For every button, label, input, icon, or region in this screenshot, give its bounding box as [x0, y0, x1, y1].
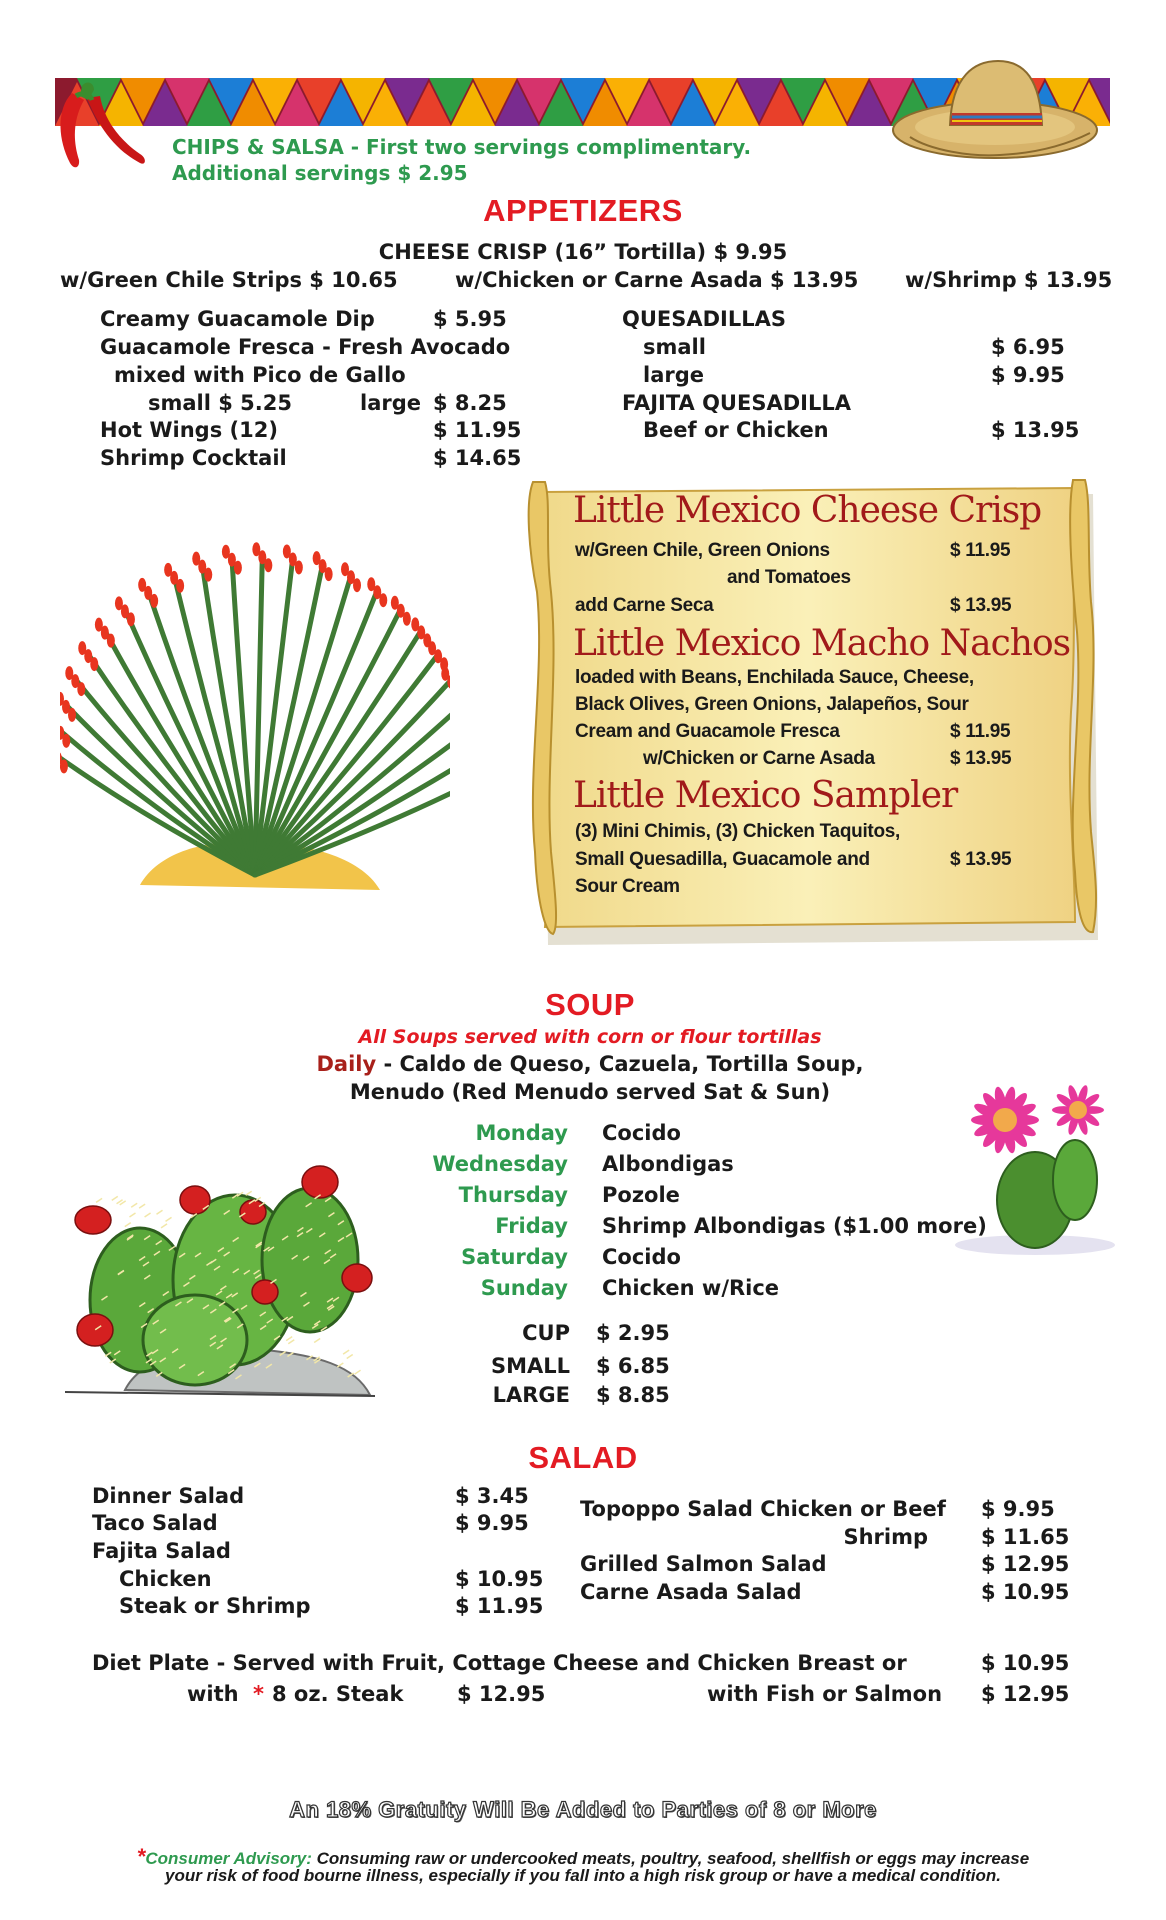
grilled-salmon-salad: Grilled Salmon Salad [580, 1552, 827, 1576]
soup-monday: Cocido [602, 1121, 681, 1145]
daily-text: - Caldo de Queso, Cazuela, Tortilla Soup, [376, 1052, 864, 1076]
soup-wednesday: Albondigas [602, 1152, 734, 1176]
soup-size-small: SMALL [490, 1354, 570, 1378]
soup-friday: Shrimp Albondigas ($1.00 more) [602, 1214, 987, 1238]
guacamole-dip: Creamy Guacamole Dip [100, 307, 375, 331]
guacamole-large-label: large [360, 391, 422, 415]
diet-fish-price: $ 12.95 [981, 1682, 1070, 1706]
shrimp-cocktail: Shrimp Cocktail [100, 446, 287, 470]
macho-nachos-price3: $ 11.95 [950, 721, 1011, 742]
macho-nachos-line2: Black Olives, Green Onions, Jalapeños, Sour [575, 694, 969, 715]
macho-nachos-line1: loaded with Beans, Enchilada Sauce, Cheese, [575, 667, 974, 688]
grilled-salmon-salad-price: $ 12.95 [981, 1552, 1070, 1576]
sampler-line3: Sour Cream [575, 876, 680, 897]
sampler-line1: (3) Mini Chimis, (3) Chicken Taquitos, [575, 821, 900, 842]
quesadilla-large: large [643, 363, 705, 387]
day-friday: Friday [495, 1214, 568, 1238]
fajita-salad-steak: Steak or Shrimp [119, 1594, 311, 1618]
diet-steak-with: with [187, 1682, 239, 1706]
hot-wings-price: $ 11.95 [433, 418, 522, 442]
carne-asada-salad: Carne Asada Salad [580, 1580, 802, 1604]
quesadilla-small-price: $ 6.95 [991, 335, 1065, 359]
fajita-salad-chicken-price: $ 10.95 [455, 1567, 544, 1591]
topoppo-salad: Topoppo Salad Chicken or Beef [580, 1497, 946, 1521]
topoppo-salad-price: $ 9.95 [981, 1497, 1055, 1521]
quesadillas-heading: QUESADILLAS [622, 307, 787, 331]
soup-size-cup: CUP [522, 1321, 570, 1345]
diet-steak-price: $ 12.95 [457, 1682, 546, 1706]
cheese-crisp-special-line1: w/Green Chile, Green Onions [575, 540, 830, 561]
taco-salad: Taco Salad [92, 1511, 218, 1535]
guacamole-large-price: $ 8.25 [433, 391, 507, 415]
guacamole-small: small $ 5.25 [148, 391, 292, 415]
advisory-text1: Consuming raw or undercooked meats, poultry, seafood, shellfish or eggs may increase [311, 1849, 1030, 1868]
soup-price-large: $ 8.85 [596, 1383, 670, 1407]
diet-asterisk: * [253, 1682, 264, 1706]
macho-nachos-title: Little Mexico Macho Nachos [573, 623, 1071, 664]
diet-plate-price: $ 10.95 [981, 1651, 1070, 1675]
fajita-salad-chicken: Chicken [119, 1567, 212, 1591]
soup-price-small: $ 6.85 [596, 1354, 670, 1378]
cheese-crisp-line: CHEESE CRISP (16” Tortilla) $ 9.95 [378, 240, 788, 264]
chili-pepper-icon [52, 78, 147, 178]
dinner-salad-price: $ 3.45 [455, 1484, 529, 1508]
topoppo-shrimp-price: $ 11.65 [981, 1525, 1070, 1549]
gratuity-notice: An 18% Gratuity Will Be Added to Parties of 8 or More [289, 1797, 877, 1822]
chicken-carne-asada: w/Chicken or Carne Asada $ 13.95 [455, 268, 859, 292]
soup-thursday: Pozole [602, 1183, 680, 1207]
day-saturday: Saturday [461, 1245, 568, 1269]
green-chile-strips: w/Green Chile Strips $ 10.65 [60, 268, 398, 292]
advisory-asterisk: * [136, 1844, 146, 1869]
chips-salsa-line2: Additional servings $ 2.95 [172, 161, 468, 185]
taco-salad-price: $ 9.95 [455, 1511, 529, 1535]
soup-price-cup: $ 2.95 [596, 1321, 670, 1345]
diet-steak: 8 oz. Steak [272, 1682, 404, 1706]
quesadilla-large-price: $ 9.95 [991, 363, 1065, 387]
fajita-quesadilla-heading: FAJITA QUESADILLA [622, 391, 851, 415]
cheese-crisp-special-price3: $ 13.95 [950, 595, 1012, 616]
prickly-pear-cactus-illustration [65, 1160, 385, 1400]
macho-nachos-line3: Cream and Guacamole Fresca [575, 721, 840, 742]
topoppo-shrimp: Shrimp [843, 1525, 928, 1549]
hot-wings: Hot Wings (12) [100, 418, 278, 442]
daily-label: Daily [316, 1052, 377, 1076]
dinner-salad: Dinner Salad [92, 1484, 245, 1508]
guacamole-dip-price: $ 5.95 [433, 307, 507, 331]
soup-saturday: Cocido [602, 1245, 681, 1269]
soup-subtitle: All Soups served with corn or flour tortillas [358, 1026, 822, 1048]
soup-size-large: LARGE [492, 1383, 570, 1407]
macho-nachos-price4: $ 13.95 [950, 748, 1012, 769]
day-sunday: Sunday [480, 1276, 568, 1300]
appetizers-title: APPETIZERS [483, 193, 683, 228]
ocotillo-plant-illustration [60, 490, 450, 910]
day-monday: Monday [475, 1121, 568, 1145]
diet-fish: with Fish or Salmon [707, 1682, 943, 1706]
consumer-advisory-line2: your risk of food bourne illness, especially if you fall into a high risk group or have a medical condition. [165, 1866, 1001, 1885]
fajita-salad: Fajita Salad [92, 1539, 231, 1563]
sampler-line2: Small Quesadilla, Guacamole and [575, 849, 870, 870]
soup-sunday: Chicken w/Rice [602, 1276, 780, 1300]
flowering-cactus-illustration [940, 1060, 1125, 1260]
cheese-crisp-special-price1: $ 11.95 [950, 540, 1011, 561]
sampler-title: Little Mexico Sampler [573, 775, 958, 816]
diet-plate: Diet Plate - Served with Fruit, Cottage Cheese and Chicken Breast or [92, 1651, 907, 1675]
carne-asada-salad-price: $ 10.95 [981, 1580, 1070, 1604]
soup-title: SOUP [545, 987, 635, 1022]
quesadilla-small: small [643, 335, 706, 359]
guacamole-fresca: Guacamole Fresca - Fresh Avocado [100, 335, 511, 359]
cheese-crisp-special-line2: and Tomatoes [727, 567, 851, 588]
cheese-crisp-special-line3: add Carne Seca [575, 595, 714, 616]
shrimp-cocktail-price: $ 14.65 [433, 446, 522, 470]
guacamole-fresca-desc: mixed with Pico de Gallo [114, 363, 406, 387]
with-shrimp: w/Shrimp $ 13.95 [905, 268, 1113, 292]
day-thursday: Thursday [458, 1183, 568, 1207]
sampler-price: $ 13.95 [950, 849, 1012, 870]
sombrero-icon [890, 55, 1105, 165]
advisory-label: Consumer Advisory: [145, 1849, 312, 1868]
fajita-quesadilla-price: $ 13.95 [991, 418, 1080, 442]
fajita-quesadilla-item: Beef or Chicken [643, 418, 829, 442]
soup-daily-line2: Menudo (Red Menudo served Sat & Sun) [349, 1080, 831, 1104]
day-wednesday: Wednesday [432, 1152, 568, 1176]
chips-salsa-line1: CHIPS & SALSA - First two servings complimentary. [172, 135, 752, 159]
salad-title: SALAD [528, 1440, 638, 1475]
fajita-salad-steak-price: $ 11.95 [455, 1594, 544, 1618]
cheese-crisp-special-title: Little Mexico Cheese Crisp [573, 490, 1042, 531]
macho-nachos-line4: w/Chicken or Carne Asada [643, 748, 875, 769]
